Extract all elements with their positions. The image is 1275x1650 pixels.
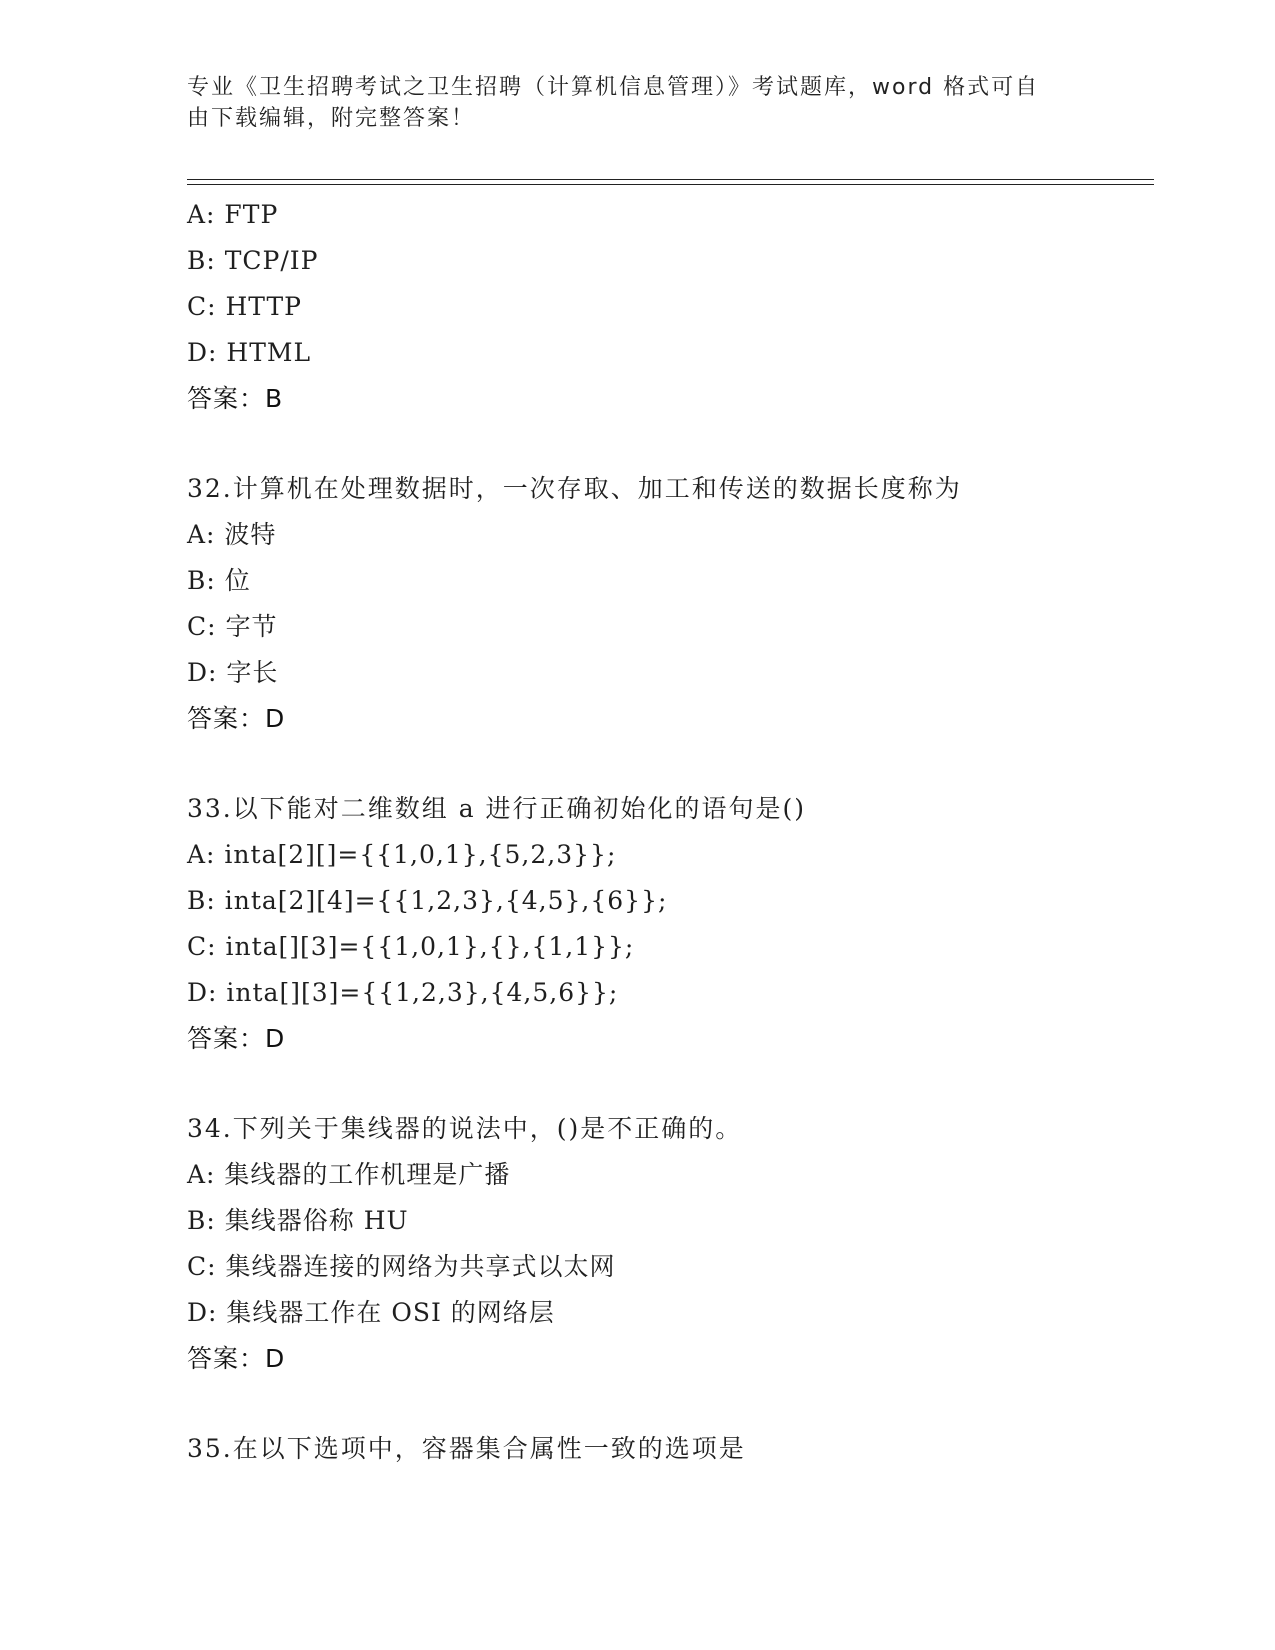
option-b: B: 集线器俗称 HU bbox=[187, 1206, 409, 1235]
question-text: 35.在以下选项中，容器集合属性一致的选项是 bbox=[187, 1434, 746, 1463]
option-c: C: inta[][3]={{1,0,1},{},{1,1}}; bbox=[187, 932, 635, 961]
header-line-1: 专业《卫生招聘考试之卫生招聘（计算机信息管理）》考试题库，word 格式可自 bbox=[187, 75, 1040, 100]
question-35 bbox=[187, 1426, 1147, 1472]
option-a: A: 波特 bbox=[187, 520, 277, 549]
answer: 答案：D bbox=[187, 1344, 286, 1373]
question-text: 33.以下能对二维数组 a 进行正确初始化的语句是() bbox=[187, 794, 807, 823]
option-a: A: FTP bbox=[187, 200, 279, 229]
option-b: B: 位 bbox=[187, 566, 251, 595]
question-text: 34.下列关于集线器的说法中，()是不正确的。 bbox=[187, 1114, 743, 1143]
question-34 bbox=[187, 1106, 1147, 1382]
option-d: D: inta[][3]={{1,2,3},{4,5,6}}; bbox=[187, 978, 619, 1007]
question-33 bbox=[187, 786, 1147, 1062]
option-d: D: 集线器工作在 OSI 的网络层 bbox=[187, 1298, 555, 1327]
spacer bbox=[187, 1062, 1147, 1106]
answer: 答案：D bbox=[187, 1024, 286, 1053]
option-a: A: inta[2][]={{1,0,1},{5,2,3}}; bbox=[187, 840, 617, 869]
answer: 答案：D bbox=[187, 704, 286, 733]
option-d: D: HTML bbox=[187, 338, 312, 367]
option-d: D: 字长 bbox=[187, 658, 279, 687]
document-header bbox=[187, 72, 1087, 134]
answer: 答案：B bbox=[187, 384, 284, 413]
question-32 bbox=[187, 466, 1147, 742]
option-b: B: inta[2][4]={{1,2,3},{4,5},{6}}; bbox=[187, 886, 668, 915]
spacer bbox=[187, 742, 1147, 786]
option-c: C: 集线器连接的网络为共享式以太网 bbox=[187, 1252, 616, 1281]
spacer bbox=[187, 422, 1147, 466]
option-a: A: 集线器的工作机理是广播 bbox=[187, 1160, 511, 1189]
question-list bbox=[187, 192, 1147, 1472]
header-divider-top bbox=[187, 179, 1154, 180]
spacer bbox=[187, 1382, 1147, 1426]
question-31 bbox=[187, 192, 1147, 422]
option-b: B: TCP/IP bbox=[187, 246, 319, 275]
question-text: 32.计算机在处理数据时，一次存取、加工和传送的数据长度称为 bbox=[187, 474, 962, 503]
option-c: C: 字节 bbox=[187, 612, 278, 641]
header-divider-bottom bbox=[187, 184, 1154, 185]
option-c: C: HTTP bbox=[187, 292, 302, 321]
header-line-2: 由下载编辑，附完整答案！ bbox=[187, 106, 476, 131]
